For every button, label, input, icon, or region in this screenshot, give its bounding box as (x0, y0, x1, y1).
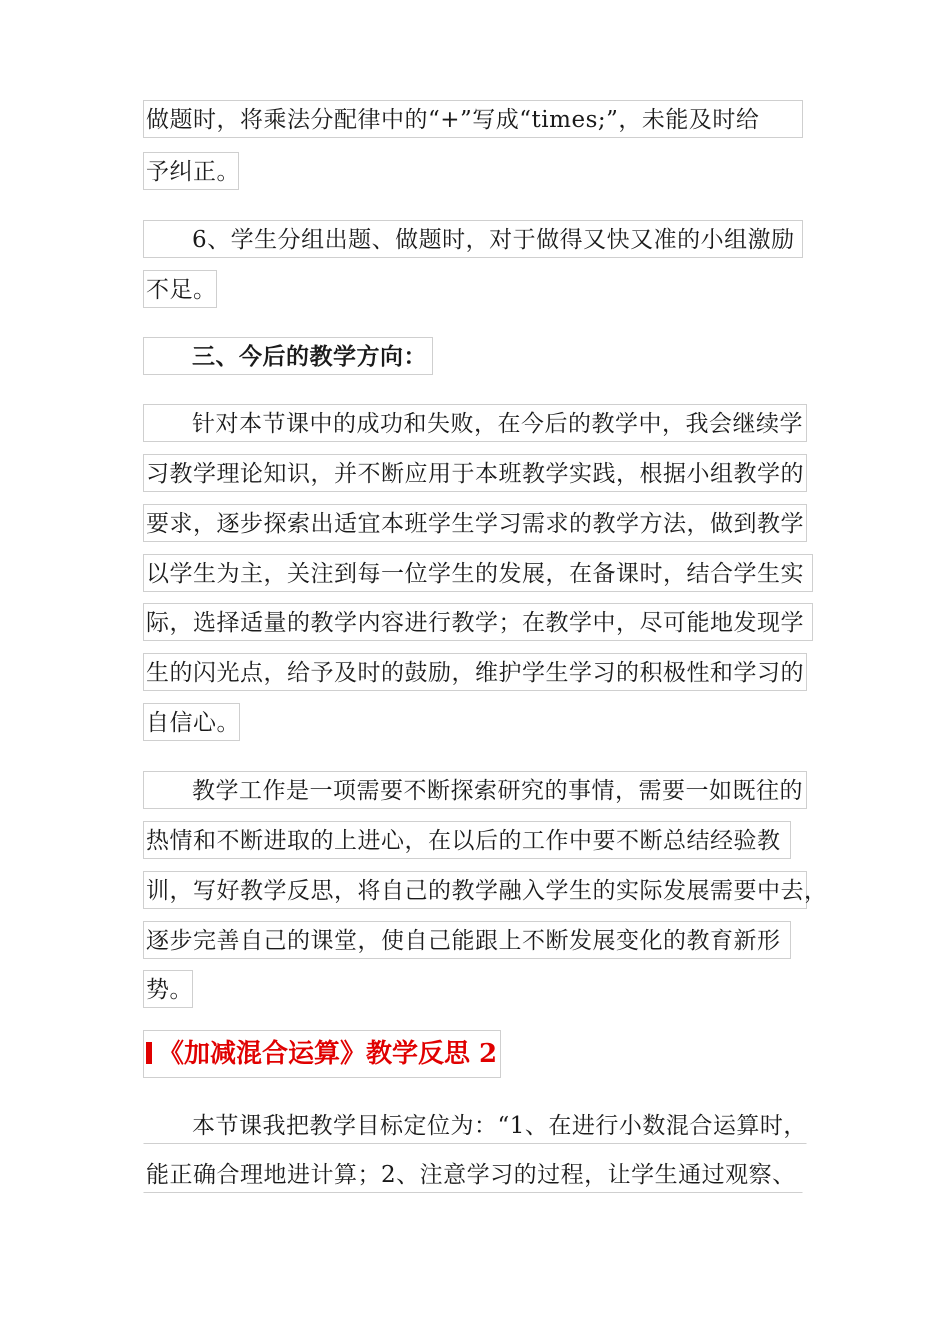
article-heading (143, 1030, 501, 1078)
text-line: 热情和不断进取的上进心，在以后的工作中要不断总结经验教 (143, 821, 791, 859)
text-line: 以学生为主，关注到每一位学生的发展，在备课时，结合学生实 (143, 554, 813, 592)
section-subheading: 三、今后的教学方向： (143, 337, 433, 375)
text-line: 能正确合理地进计算；2、注意学习的过程，让学生通过观察、 (143, 1155, 803, 1193)
text-line: 做题时，将乘法分配律中的“+”写成“times;”，未能及时给 (143, 100, 803, 138)
text-line: 生的闪光点，给予及时的鼓励，维护学生学习的积极性和学习的 (143, 653, 807, 691)
text-line: 习教学理论知识，并不断应用于本班教学实践，根据小组教学的 (143, 454, 807, 492)
text-line: 予纠正。 (143, 152, 239, 190)
heading-text: 《加减混合运算》教学反思 2 (158, 1039, 498, 1069)
text-line: 际，选择适量的教学内容进行教学；在教学中，尽可能地发现学 (143, 603, 813, 641)
text-line: 针对本节课中的成功和失败，在今后的教学中，我会继续学 (143, 404, 807, 442)
heading-marker-icon (146, 1042, 152, 1064)
text-line: 本节课我把教学目标定位为：“1、在进行小数混合运算时， (143, 1106, 807, 1144)
text-line: 要求，逐步探索出适宜本班学生学习需求的教学方法，做到教学 (143, 504, 807, 542)
text-line: 6、学生分组出题、做题时，对于做得又快又准的小组激励 (143, 220, 803, 258)
text-line: 训，写好教学反思，将自己的教学融入学生的实际发展需要中去， (143, 871, 807, 909)
text-line: 自信心。 (143, 703, 240, 741)
text-line: 逐步完善自己的课堂，使自己能跟上不断发展变化的教育新形 (143, 921, 791, 959)
text-line: 势。 (143, 970, 193, 1008)
text-line: 教学工作是一项需要不断探索研究的事情，需要一如既往的 (143, 771, 807, 809)
text-line: 不足。 (143, 270, 217, 308)
